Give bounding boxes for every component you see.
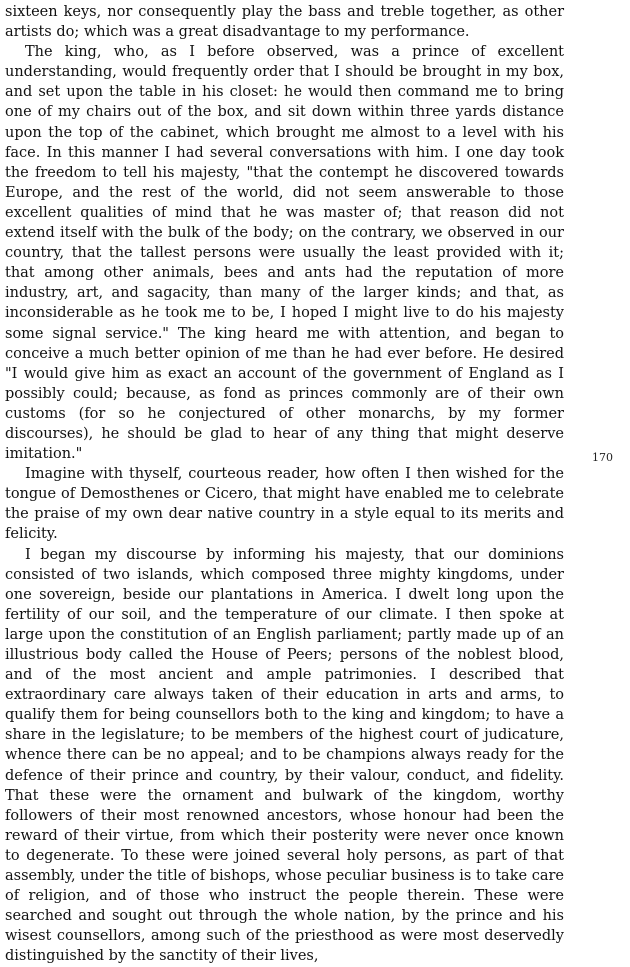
paragraph-king-conversation: The king, who, as I before observed, was a prince of excellent understanding, would frequently order that I should be brought in my box, and set upon the table in his closet: he would then command me to bring one of my chairs out of the box, and sit down within three yards distance upon the top of the cabinet, which brought me almost to a level with his face. In this manner I had several conversations with him. I one day took the freedom to tell his majesty, "that the contempt he discovered towards Europe, and the rest of the world, did not seem answerable to those excellent qualities of mind that he was master of; that reason did not extend itself with the bulk of the body; on the contrary, we observed in our country, that the tallest persons were usually the least provided with it; that among other animals, bees and ants had the reputation of more industry, art, and sagacity, than many of the larger kinds; and that, as inconsiderable as he took me to be, I hoped I might live to do his majesty some signal service." The king heard me with attention, and began to conceive a much better opinion of me than he had ever before. He desired "I would give him as exact an account of the government of England as I possibly could; because, as fond as princes commonly are of their own customs (for so he conjectured of other monarchs, by my former discourses), he should be glad to hear of any thing that might deserve imitation." — [5, 44, 564, 463]
paragraph-discourse: I began my discourse by informing his majesty, that our dominions consisted of two islands, which composed three mighty kingdoms, under one sovereign, beside our plantations in America. I dwelt long upon the fertility of our soil, and the temperature of our climate. I then spoke at large upon the constitution of an English parliament; partly made up of an illustrious body called the House of Peers; persons of the noblest blood, and of the most ancient and ample patrimonies. I described that extraordinary care always taken of their education in arts and arms, to qualify them for being counsellors both to the king and kingdom; to have a share in the legislature; to be members of the highest court of judicature, whence there can be no appeal; and to be champions always ready for the defence of their prince and country, by their valour, conduct, and fidelity. That these were the ornament and bulwark of the kingdom, worthy followers of their most renowned ancestors, whose honour had been the reward of their virtue, from which their posterity were never once known to degenerate. To these were joined several holy persons, as part of that assembly, under the title of bishops, whose peculiar business is to take care of religion, and of those who instruct the people therein. These were searched and sought out through the whole nation, by the prince and his wisest counsellors, among such of the priesthood as were most deservedly distinguished by the sanctity of their lives, — [5, 546, 564, 965]
paragraph-continued: sixteen keys, nor consequently play the bass and treble together, as other artists do; which was a great disadvantage to my performance. — [5, 4, 564, 41]
page-number: 170 — [592, 451, 613, 464]
page-body — [5, 2, 564, 967]
paragraph-imagine-reader: Imagine with thyself, courteous reader, how often I then wished for the tongue of Demosthenes or Cicero, that might have enabled me to celebrate the praise of my own dear native country in a style equal to its merits and felicity. — [5, 466, 564, 543]
